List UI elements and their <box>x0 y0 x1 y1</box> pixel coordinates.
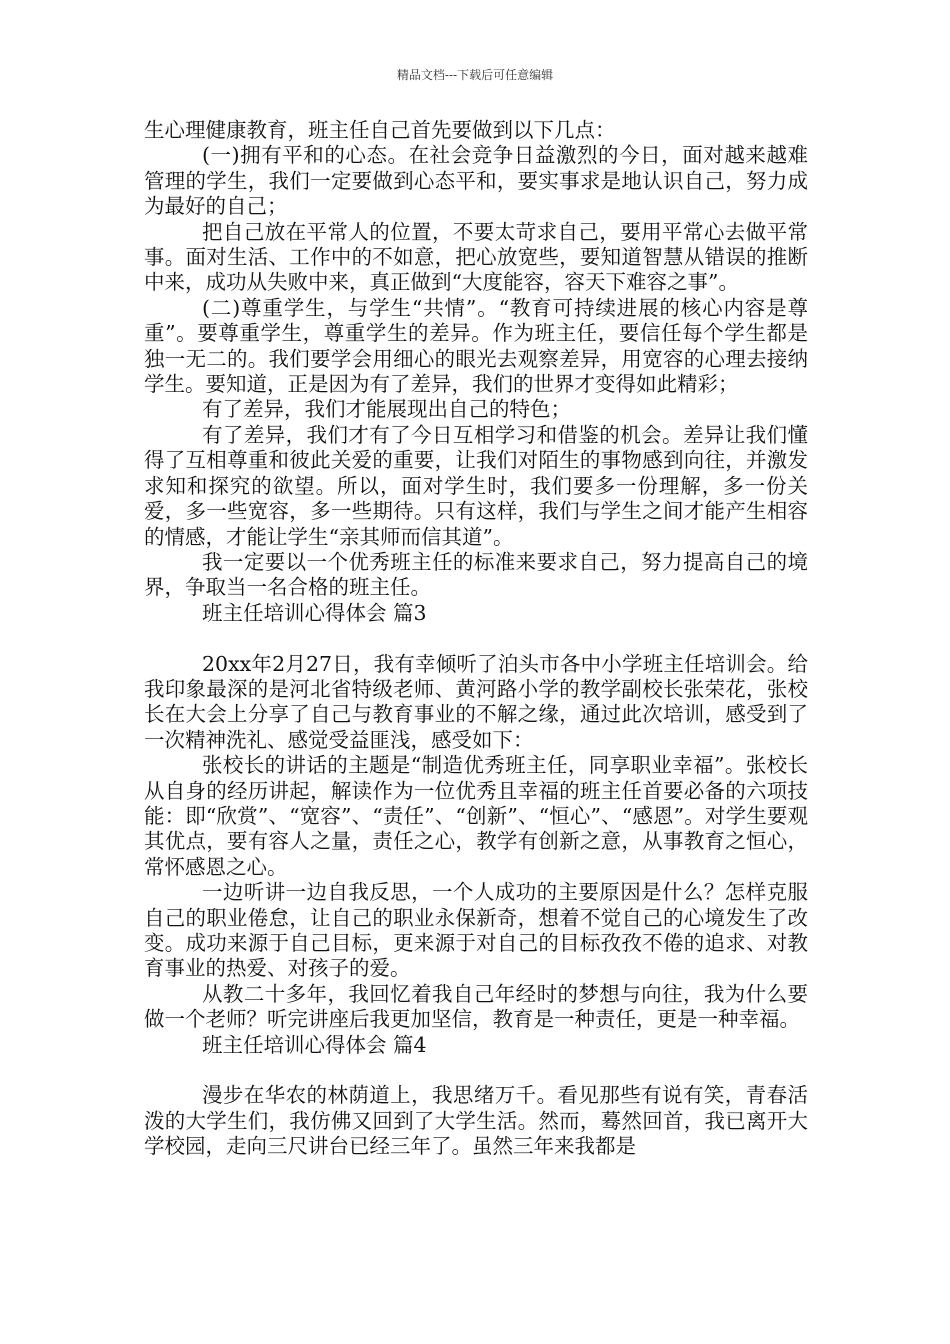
paragraph: 把自己放在平常人的位置，不要太苛求自己，要用平常心去做平常事。面对生活、工作中的不如意，把心放宽些，要知道智慧从错误的推断中来，成功从失败中来，真正做到“大度能容，容天下难容之事”。 <box>144 219 808 295</box>
paragraph: 从教二十多年，我回忆着我自己年经时的梦想与向往，我为什么要做一个老师？听完讲座后我更加坚信，教育是一种责任，更是一种幸福。 <box>144 981 808 1032</box>
paragraph: (二)尊重学生，与学生“共情”。“教育可持续进展的核心内容是尊重”。要尊重学生，尊重学生的差异。作为班主任，要信任每个学生都是独一无二的。我们要学会用细心的眼光去观察差异，用宽容的心理去接纳学生。要知道，正是因为有了差异，我们的世界才变得如此精彩； <box>144 295 808 397</box>
paragraph: 有了差异，我们才有了今日互相学习和借鉴的机会。差异让我们懂得了互相尊重和彼此关爱的重要，让我们对陌生的事物感到向往，并激发求知和探究的欲望。所以，面对学生时，我们要多一份理解，多一份关爱，多一些宽容，多一些期待。只有这样，我们与学生之间才能产生相容的情感，才能让学生“亲其师而信其道”。 <box>144 422 808 549</box>
page-header: 精品文档---下载后可任意编辑 <box>396 68 554 82</box>
paragraph: 班主任培训心得体会 篇4 <box>202 1032 427 1057</box>
paragraph: 生心理健康教育，班主任自己首先要做到以下几点： <box>144 118 616 142</box>
paragraph: 一边听讲一边自我反思，一个人成功的主要原因是什么？怎样克服自己的职业倦怠，让自己的职业永保新奇，想着不觉自己的心境发生了改变。成功来源于自己目标，更来源于对自己的目标孜孜不倦的追求、对教育事业的热爱、对孩子的爱。 <box>144 880 808 981</box>
blank-line <box>144 626 808 651</box>
document-body <box>144 118 808 1160</box>
paragraph: 有了差异，我们才能展现出自己的特色； <box>202 397 571 422</box>
paragraph: 20xx年2月27日，我有幸倾听了泊头市各中小学班主任培训会。给我印象最深的是河北省特级老师、黄河路小学的教学副校长张荣花，张校长在大会上分享了自己与教育事业的不解之缘，通过此次培训，感受到了一次精神洗礼、感觉受益匪浅，感受如下： <box>144 651 808 752</box>
paragraph: 我一定要以一个优秀班主任的标准来要求自己，努力提高自己的境界，争取当一名合格的班主任。 <box>144 549 808 600</box>
paragraph: 张校长的讲话的主题是“制造优秀班主任，同享职业幸福”。张校长从自身的经历讲起，解读作为一位优秀且幸福的班主任首要必备的六项技能：即“欣赏”、“宽容”、“责任”、“创新”、“恒心”、“感恩”。对学生要观其优点，要有容人之量，责任之心，教学有创新之意，从事教育之恒心，常怀感恩之心。 <box>144 753 808 879</box>
paragraph: 班主任培训心得体会 篇3 <box>202 600 427 625</box>
paragraph: 漫步在华农的林荫道上，我思绪万千。看见那些有说有笑，青春活泼的大学生们，我仿佛又回到了大学生活。然而，蓦然回首，我已离开大学校园，走向三尺讲台已经三年了。虽然三年来我都是 <box>144 1083 808 1159</box>
paragraph: (一)拥有平和的心态。在社会竞争日益激烈的今日，面对越来越难管理的学生，我们一定要做到心态平和，要实事求是地认识自己，努力成为最好的自己； <box>144 143 808 219</box>
blank-line <box>144 1058 808 1083</box>
